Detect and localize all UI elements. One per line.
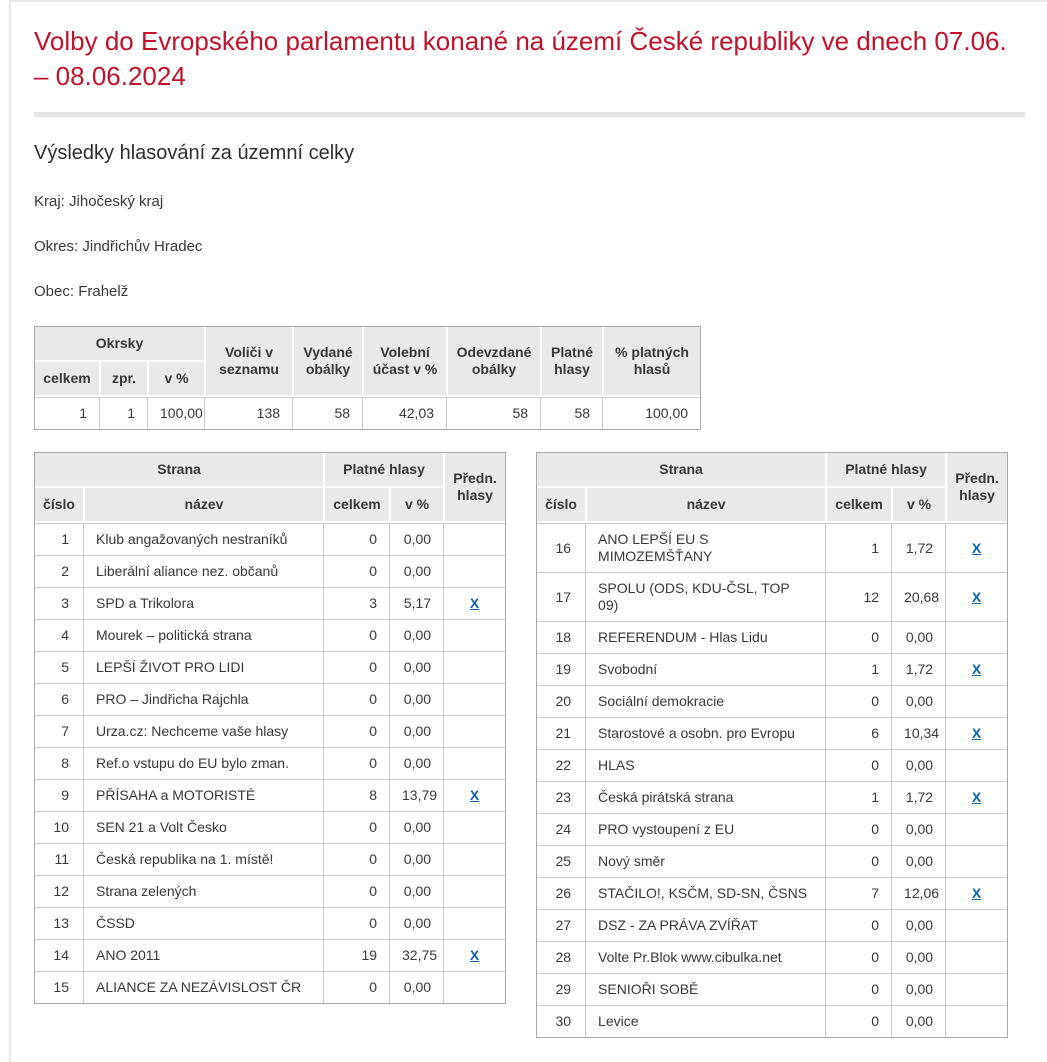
col-header-predn-hlasy: Předn. hlasy xyxy=(443,453,505,523)
votes-total: 0 xyxy=(825,749,891,781)
votes-pct: 12,06 xyxy=(891,877,945,909)
party-name: ČSSD xyxy=(83,907,323,939)
pref-votes-cell xyxy=(945,877,1007,909)
pref-votes-cell xyxy=(945,973,1007,1005)
party-row xyxy=(537,877,1007,909)
pref-votes-link[interactable]: X xyxy=(971,539,982,556)
party-number: 4 xyxy=(35,619,83,651)
pref-votes-cell xyxy=(443,587,505,619)
party-number: 23 xyxy=(537,781,585,813)
party-row xyxy=(537,523,1007,572)
votes-total: 0 xyxy=(323,523,389,555)
party-name: SPD a Trikolora xyxy=(83,587,323,619)
pref-votes-cell xyxy=(443,939,505,971)
party-table-header xyxy=(35,453,505,523)
col-header-platne-hlasy: Platné hlasy xyxy=(540,327,602,397)
col-header-okrsky: Okrsky xyxy=(35,327,204,362)
party-name: Česká republika na 1. místě! xyxy=(83,843,323,875)
votes-pct: 1,72 xyxy=(891,653,945,685)
col-header-odevzdane-obalky: Odevzdané obálky xyxy=(446,327,540,397)
party-name: SEN 21 a Volt Česko xyxy=(83,811,323,843)
votes-pct: 13,79 xyxy=(389,779,443,811)
pref-votes-link[interactable]: X xyxy=(469,787,480,804)
col-header-platne-hlasy: Platné hlasy xyxy=(825,453,945,488)
ucast-value: 42,03 xyxy=(362,397,446,429)
col-header-okrsky-zpr: zpr. xyxy=(99,362,147,397)
party-row xyxy=(537,973,1007,1005)
party-table-left xyxy=(34,452,506,1004)
votes-total: 0 xyxy=(825,813,891,845)
district-line xyxy=(34,238,1027,255)
pref-votes-cell xyxy=(443,875,505,907)
pref-votes-cell xyxy=(443,683,505,715)
pref-votes-link[interactable]: X xyxy=(469,947,480,964)
votes-total: 0 xyxy=(323,971,389,1003)
party-name: HLAS xyxy=(585,749,825,781)
party-row xyxy=(35,939,505,971)
party-row xyxy=(537,781,1007,813)
col-header-cislo: číslo xyxy=(537,488,585,523)
votes-pct: 0,00 xyxy=(891,813,945,845)
party-table-header xyxy=(537,453,1007,523)
party-row xyxy=(537,749,1007,781)
party-name: Svobodní xyxy=(585,653,825,685)
col-header-vydane-obalky: Vydané obálky xyxy=(292,327,362,397)
pref-votes-cell xyxy=(945,717,1007,749)
party-row xyxy=(537,621,1007,653)
party-number: 26 xyxy=(537,877,585,909)
party-name: PŘÍSAHA a MOTORISTÉ xyxy=(83,779,323,811)
pref-votes-link[interactable]: X xyxy=(971,588,982,605)
party-number: 12 xyxy=(35,875,83,907)
votes-total: 0 xyxy=(323,747,389,779)
col-header-okrsky-vpct: v % xyxy=(147,362,204,397)
party-number: 16 xyxy=(537,523,585,572)
page-title: Volby do Evropského parlamentu konané na území České republiky ve dnech 07.06. – 08.06.2024 xyxy=(34,26,1007,92)
pref-votes-cell xyxy=(945,653,1007,685)
votes-total: 0 xyxy=(323,875,389,907)
party-row xyxy=(35,651,505,683)
party-number: 1 xyxy=(35,523,83,555)
col-header-vpct: v % xyxy=(389,488,443,523)
odevzdane-obalky-value: 58 xyxy=(446,397,540,429)
party-name: ANO LEPŠÍ EU S MIMOZEMŠŤANY xyxy=(585,523,825,572)
title-divider xyxy=(34,112,1025,117)
pref-votes-cell xyxy=(945,572,1007,621)
pref-votes-cell xyxy=(945,685,1007,717)
party-number: 27 xyxy=(537,909,585,941)
col-header-pct-platnych: % platných hlasů xyxy=(602,327,700,397)
votes-pct: 0,00 xyxy=(389,715,443,747)
votes-total: 0 xyxy=(323,811,389,843)
votes-pct: 0,00 xyxy=(891,685,945,717)
votes-pct: 0,00 xyxy=(389,843,443,875)
summary-table-header xyxy=(35,327,700,397)
pref-votes-link[interactable]: X xyxy=(971,661,982,678)
party-row xyxy=(35,523,505,555)
votes-total: 0 xyxy=(825,621,891,653)
party-name: Volte Pr.Blok www.cibulka.net xyxy=(585,941,825,973)
pref-votes-link[interactable]: X xyxy=(971,725,982,742)
party-row xyxy=(35,779,505,811)
col-header-strana: Strana xyxy=(35,453,323,488)
party-number: 15 xyxy=(35,971,83,1003)
party-row xyxy=(35,683,505,715)
votes-total: 0 xyxy=(323,619,389,651)
summary-values-row xyxy=(35,397,700,429)
party-name: Urza.cz: Nechceme vaše hlasy xyxy=(83,715,323,747)
party-name: Strana zelených xyxy=(83,875,323,907)
party-row xyxy=(537,941,1007,973)
party-number: 29 xyxy=(537,973,585,1005)
party-number: 13 xyxy=(35,907,83,939)
votes-pct: 1,72 xyxy=(891,523,945,572)
party-row xyxy=(35,619,505,651)
party-number: 30 xyxy=(537,1005,585,1037)
party-number: 9 xyxy=(35,779,83,811)
district-label: Okres: xyxy=(34,238,79,256)
col-header-ucast: Volební účast v % xyxy=(362,327,446,397)
party-number: 3 xyxy=(35,587,83,619)
pref-votes-cell xyxy=(443,971,505,1003)
votes-total: 6 xyxy=(825,717,891,749)
party-row xyxy=(35,747,505,779)
votes-pct: 5,17 xyxy=(389,587,443,619)
party-number: 2 xyxy=(35,555,83,587)
votes-total: 0 xyxy=(323,715,389,747)
votes-total: 1 xyxy=(825,523,891,572)
col-header-cislo: číslo xyxy=(35,488,83,523)
party-number: 28 xyxy=(537,941,585,973)
pref-votes-cell xyxy=(945,523,1007,572)
district-value: Jindřichův Hradec xyxy=(82,238,203,256)
party-row xyxy=(35,843,505,875)
pref-votes-cell xyxy=(443,843,505,875)
summary-table xyxy=(34,326,701,430)
party-row xyxy=(537,572,1007,621)
votes-pct: 0,00 xyxy=(389,619,443,651)
party-row xyxy=(537,685,1007,717)
votes-total: 0 xyxy=(323,683,389,715)
votes-pct: 0,00 xyxy=(389,747,443,779)
municipality-value: Frahelž xyxy=(78,283,129,301)
votes-total: 0 xyxy=(323,907,389,939)
party-name: PRO – Jindřicha Rajchla xyxy=(83,683,323,715)
votes-total: 0 xyxy=(825,941,891,973)
party-row xyxy=(35,715,505,747)
party-number: 5 xyxy=(35,651,83,683)
votes-pct: 0,00 xyxy=(389,875,443,907)
votes-pct: 0,00 xyxy=(389,811,443,843)
municipality-label: Obec: xyxy=(34,283,75,301)
vydane-obalky-value: 58 xyxy=(292,397,362,429)
votes-total: 0 xyxy=(323,555,389,587)
party-row xyxy=(537,813,1007,845)
pref-votes-link[interactable]: X xyxy=(469,595,480,612)
party-row xyxy=(35,555,505,587)
party-number: 25 xyxy=(537,845,585,877)
votes-total: 0 xyxy=(825,685,891,717)
party-name: Levice xyxy=(585,1005,825,1037)
pref-votes-cell xyxy=(443,555,505,587)
party-name: Mourek – politická strana xyxy=(83,619,323,651)
region-label: Kraj: xyxy=(34,193,65,211)
party-name: Sociální demokracie xyxy=(585,685,825,717)
party-name: SPOLU (ODS, KDU-ČSL, TOP 09) xyxy=(585,572,825,621)
votes-total: 0 xyxy=(825,845,891,877)
party-name: ANO 2011 xyxy=(83,939,323,971)
pref-votes-cell xyxy=(945,621,1007,653)
pref-votes-link[interactable]: X xyxy=(971,885,982,902)
votes-pct: 0,00 xyxy=(389,555,443,587)
pref-votes-cell xyxy=(945,1005,1007,1037)
pref-votes-cell xyxy=(443,651,505,683)
votes-total: 0 xyxy=(323,843,389,875)
votes-pct: 10,34 xyxy=(891,717,945,749)
party-name: Liberální aliance nez. občanů xyxy=(83,555,323,587)
pref-votes-cell xyxy=(945,813,1007,845)
party-row xyxy=(35,811,505,843)
party-number: 6 xyxy=(35,683,83,715)
party-row xyxy=(537,909,1007,941)
okrsky-celkem-value: 1 xyxy=(35,397,99,429)
votes-total: 1 xyxy=(825,781,891,813)
party-row xyxy=(537,717,1007,749)
party-name: DSZ - ZA PRÁVA ZVÍŘAT xyxy=(585,909,825,941)
party-row xyxy=(537,653,1007,685)
col-header-vpct: v % xyxy=(891,488,945,523)
party-number: 21 xyxy=(537,717,585,749)
col-header-okrsky-celkem: celkem xyxy=(35,362,99,397)
votes-pct: 0,00 xyxy=(891,845,945,877)
party-number: 19 xyxy=(537,653,585,685)
party-name: SENIOŘI SOBĚ xyxy=(585,973,825,1005)
votes-pct: 0,00 xyxy=(389,523,443,555)
party-row xyxy=(537,1005,1007,1037)
votes-total: 12 xyxy=(825,572,891,621)
votes-total: 3 xyxy=(323,587,389,619)
pref-votes-cell xyxy=(443,715,505,747)
content-area xyxy=(9,0,1047,1062)
col-header-nazev: název xyxy=(585,488,825,523)
col-header-volici: Voliči v seznamu xyxy=(204,327,292,397)
votes-pct: 0,00 xyxy=(389,971,443,1003)
col-header-celkem: celkem xyxy=(323,488,389,523)
col-header-nazev: název xyxy=(83,488,323,523)
okrsky-pct-value: 100,00 xyxy=(147,397,204,429)
pct-platnych-value: 100,00 xyxy=(602,397,700,429)
party-table-right xyxy=(536,452,1008,1038)
region-line xyxy=(34,193,1027,210)
party-name: Ref.o vstupu do EU bylo zman. xyxy=(83,747,323,779)
votes-pct: 0,00 xyxy=(389,907,443,939)
pref-votes-cell xyxy=(443,811,505,843)
pref-votes-cell xyxy=(945,781,1007,813)
votes-pct: 0,00 xyxy=(891,909,945,941)
region-value: Jihočeský kraj xyxy=(69,193,164,211)
pref-votes-cell xyxy=(443,747,505,779)
municipality-line xyxy=(34,283,1027,300)
party-number: 18 xyxy=(537,621,585,653)
section-title: Výsledky hlasování za územní celky xyxy=(34,142,355,165)
okrsky-zpr-value: 1 xyxy=(99,397,147,429)
party-name: Nový směr xyxy=(585,845,825,877)
pref-votes-cell xyxy=(945,941,1007,973)
votes-total: 0 xyxy=(825,1005,891,1037)
votes-pct: 0,00 xyxy=(891,941,945,973)
party-name: REFERENDUM - Hlas Lidu xyxy=(585,621,825,653)
pref-votes-link[interactable]: X xyxy=(971,789,982,806)
party-row xyxy=(35,875,505,907)
pref-votes-cell xyxy=(443,619,505,651)
party-number: 14 xyxy=(35,939,83,971)
party-name: Česká pirátská strana xyxy=(585,781,825,813)
votes-total: 1 xyxy=(825,653,891,685)
votes-total: 0 xyxy=(825,973,891,1005)
votes-pct: 0,00 xyxy=(891,749,945,781)
col-header-strana: Strana xyxy=(537,453,825,488)
pref-votes-cell xyxy=(443,523,505,555)
party-name: LEPŠÍ ŽIVOT PRO LIDI xyxy=(83,651,323,683)
votes-total: 19 xyxy=(323,939,389,971)
party-name: ALIANCE ZA NEZÁVISLOST ČR xyxy=(83,971,323,1003)
votes-total: 7 xyxy=(825,877,891,909)
votes-pct: 0,00 xyxy=(389,683,443,715)
party-row xyxy=(35,907,505,939)
party-number: 11 xyxy=(35,843,83,875)
col-header-celkem: celkem xyxy=(825,488,891,523)
party-name: Starostové a osobn. pro Evropu xyxy=(585,717,825,749)
votes-total: 0 xyxy=(825,909,891,941)
votes-pct: 0,00 xyxy=(891,973,945,1005)
party-number: 8 xyxy=(35,747,83,779)
party-number: 17 xyxy=(537,572,585,621)
party-number: 10 xyxy=(35,811,83,843)
votes-pct: 20,68 xyxy=(891,572,945,621)
votes-pct: 32,75 xyxy=(389,939,443,971)
party-tables-container xyxy=(34,452,1027,1038)
party-name: PRO vystoupení z EU xyxy=(585,813,825,845)
party-number: 22 xyxy=(537,749,585,781)
volici-value: 138 xyxy=(204,397,292,429)
votes-pct: 1,72 xyxy=(891,781,945,813)
party-name: STAČILO!, KSČM, SD-SN, ČSNS xyxy=(585,877,825,909)
votes-pct: 0,00 xyxy=(389,651,443,683)
party-number: 7 xyxy=(35,715,83,747)
pref-votes-cell xyxy=(945,749,1007,781)
pref-votes-cell xyxy=(443,907,505,939)
party-name: Klub angažovaných nestraníků xyxy=(83,523,323,555)
votes-total: 8 xyxy=(323,779,389,811)
pref-votes-cell xyxy=(945,909,1007,941)
party-number: 24 xyxy=(537,813,585,845)
votes-pct: 0,00 xyxy=(891,621,945,653)
party-row xyxy=(35,971,505,1003)
platne-hlasy-value: 58 xyxy=(540,397,602,429)
votes-pct: 0,00 xyxy=(891,1005,945,1037)
party-row xyxy=(537,845,1007,877)
col-header-predn-hlasy: Předn. hlasy xyxy=(945,453,1007,523)
pref-votes-cell xyxy=(443,779,505,811)
party-row xyxy=(35,587,505,619)
col-header-platne-hlasy: Platné hlasy xyxy=(323,453,443,488)
votes-total: 0 xyxy=(323,651,389,683)
party-number: 20 xyxy=(537,685,585,717)
pref-votes-cell xyxy=(945,845,1007,877)
